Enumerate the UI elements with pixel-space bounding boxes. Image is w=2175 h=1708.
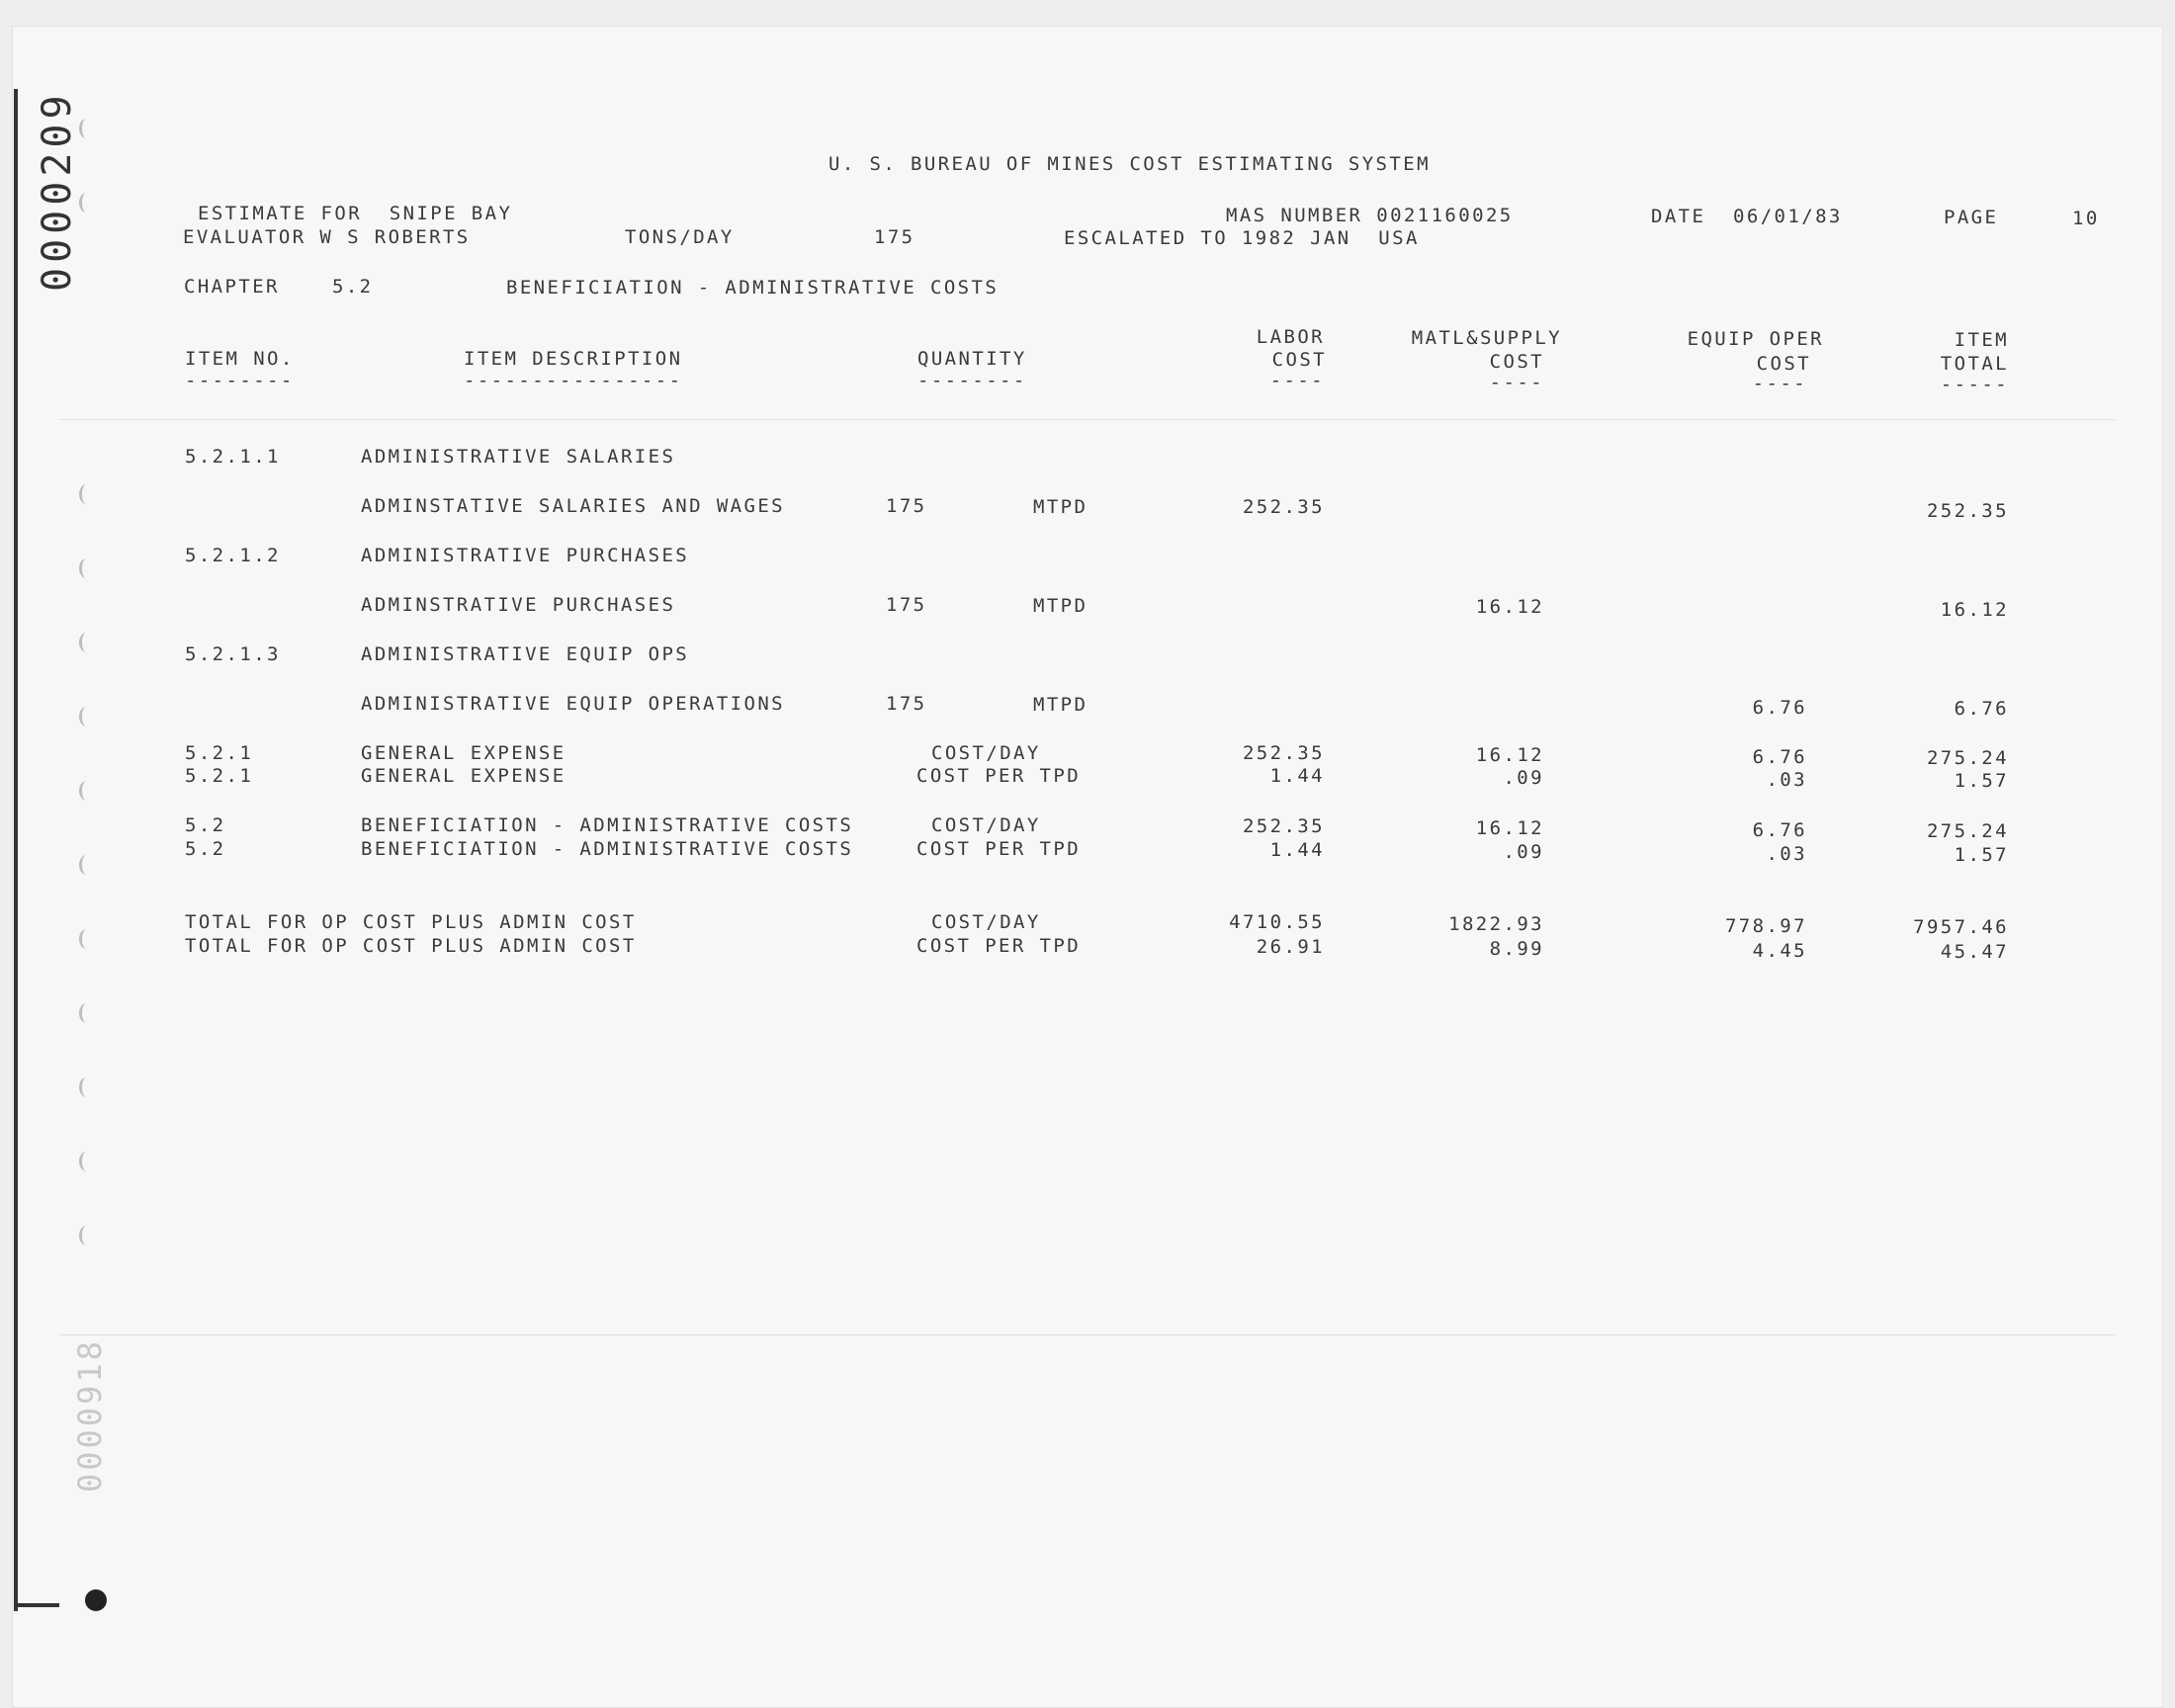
row-item-total: 252.35 (1926, 500, 2009, 522)
row-item-no: 5.2.1 (185, 765, 254, 787)
row-labor-cost: 26.91 (1256, 936, 1325, 958)
chapter-number: 5.2 (332, 276, 374, 298)
margin-stamp: 0000209 (35, 90, 80, 292)
row-labor-cost: 252.35 (1242, 742, 1325, 764)
row-labor-cost: 1.44 (1269, 839, 1325, 861)
row-equip-cost: 778.97 (1724, 915, 1807, 937)
row-item-no: 5.2.1.3 (185, 643, 281, 665)
perforation-line (59, 419, 2116, 420)
tons-day-label: TONS/DAY (625, 226, 735, 248)
page-number: 10 (2072, 208, 2100, 229)
col-matl-1: MATL&SUPPLY (1411, 327, 1562, 349)
row-labor-cost: 252.35 (1242, 496, 1325, 518)
row-description: ADMINSTATIVE SALARIES AND WAGES (361, 495, 786, 517)
row-description: ADMINSTRATIVE PURCHASES (361, 594, 676, 616)
row-item-total: 1.57 (1954, 844, 2009, 866)
perforation-line (59, 1334, 2116, 1335)
binding-edge-foot (14, 1603, 59, 1607)
row-matl-cost: .09 (1503, 841, 1544, 863)
row-item-no: 5.2 (185, 814, 226, 836)
tractor-hole (79, 558, 94, 578)
punch-hole (85, 1589, 107, 1611)
chapter-title: BENEFICIATION - ADMINISTRATIVE COSTS (506, 277, 1000, 299)
row-unit: MTPD (1033, 694, 1088, 716)
estimate-for: ESTIMATE FOR SNIPE BAY (198, 203, 513, 224)
row-description: ADMINISTRATIVE EQUIP OPERATIONS (361, 693, 786, 715)
escalated-to: ESCALATED TO 1982 JAN USA (1064, 227, 1420, 249)
row-item-total: 1.57 (1954, 770, 2009, 792)
row-matl-cost: .09 (1503, 767, 1544, 789)
mas-number: MAS NUMBER 0021160025 (1226, 205, 1514, 226)
col-item-no-underline: -------- (185, 370, 295, 391)
report-date: DATE 06/01/83 (1651, 206, 1843, 227)
col-labor-2: COST (1271, 349, 1327, 371)
row-item-no: 5.2 (185, 838, 226, 860)
row-item-total: 7957.46 (1913, 916, 2009, 938)
row-item-total: 275.24 (1926, 820, 2009, 842)
row-description: BENEFICIATION - ADMINISTRATIVE COSTS (361, 814, 854, 836)
row-unit: COST PER TPD (916, 935, 1082, 957)
row-item-total: 6.76 (1954, 698, 2009, 720)
evaluator: EVALUATOR W S ROBERTS (183, 226, 471, 248)
col-matl-2: COST (1489, 351, 1544, 373)
row-labor-cost: 252.35 (1242, 815, 1325, 837)
row-matl-cost: 16.12 (1475, 744, 1544, 766)
row-item-total: 16.12 (1940, 599, 2009, 621)
tractor-hole (79, 1152, 94, 1171)
col-total-underline: ----- (1940, 374, 2009, 395)
report-title: U. S. BUREAU OF MINES COST ESTIMATING SYSTEM (828, 153, 1431, 175)
row-item-no: 5.2.1.1 (185, 446, 281, 468)
row-equip-cost: 6.76 (1752, 819, 1807, 841)
col-labor-underline: ---- (1269, 370, 1325, 391)
row-quantity: 175 (886, 693, 927, 715)
col-quantity: QUANTITY (917, 348, 1027, 370)
row-item-no: 5.2.1 (185, 742, 254, 764)
tractor-hole (79, 484, 94, 504)
row-equip-cost: 6.76 (1752, 697, 1807, 719)
row-description: TOTAL FOR OP COST PLUS ADMIN COST (185, 911, 637, 933)
chapter-label: CHAPTER (184, 276, 280, 298)
row-description: ADMINISTRATIVE EQUIP OPS (361, 643, 690, 665)
col-item-desc-underline: ---------------- (464, 370, 683, 391)
row-matl-cost: 16.12 (1475, 817, 1544, 839)
row-labor-cost: 4710.55 (1229, 911, 1325, 933)
tractor-hole (79, 1077, 94, 1097)
row-quantity: 175 (886, 495, 927, 517)
row-unit: COST PER TPD (916, 838, 1082, 860)
col-equip-underline: ---- (1752, 373, 1807, 394)
row-equip-cost: .03 (1766, 769, 1807, 791)
col-matl-underline: ---- (1489, 372, 1544, 393)
row-item-total: 275.24 (1926, 747, 2009, 769)
row-matl-cost: 1822.93 (1448, 913, 1544, 935)
row-description: ADMINISTRATIVE SALARIES (361, 446, 676, 468)
row-unit: MTPD (1033, 595, 1088, 617)
row-description: BENEFICIATION - ADMINISTRATIVE COSTS (361, 838, 854, 860)
col-item-no: ITEM NO. (185, 348, 295, 370)
col-total-1: ITEM (1954, 329, 2009, 351)
col-quantity-underline: -------- (917, 370, 1027, 391)
col-labor-1: LABOR (1256, 326, 1325, 348)
row-matl-cost: 8.99 (1489, 938, 1544, 960)
row-description: ADMINISTRATIVE PURCHASES (361, 545, 690, 566)
col-item-desc: ITEM DESCRIPTION (464, 348, 683, 370)
tons-day-value: 175 (874, 226, 915, 248)
row-description: GENERAL EXPENSE (361, 765, 566, 787)
row-item-total: 45.47 (1940, 941, 2009, 963)
row-description: TOTAL FOR OP COST PLUS ADMIN COST (185, 935, 637, 957)
col-equip-1: EQUIP OPER (1687, 328, 1824, 350)
col-equip-2: COST (1756, 353, 1811, 375)
tractor-hole (79, 1003, 94, 1023)
row-description: GENERAL EXPENSE (361, 742, 566, 764)
row-unit: COST/DAY (931, 742, 1041, 764)
tractor-hole (79, 193, 94, 213)
tractor-hole (79, 707, 94, 726)
row-equip-cost: 4.45 (1752, 940, 1807, 962)
row-equip-cost: .03 (1766, 843, 1807, 865)
row-unit: COST/DAY (931, 814, 1041, 836)
row-unit: MTPD (1033, 496, 1088, 518)
margin-stamp-faint: 0000918 (71, 1338, 109, 1493)
row-unit: COST PER TPD (916, 765, 1082, 787)
tractor-hole (79, 929, 94, 949)
tractor-hole (79, 119, 94, 138)
tractor-hole (79, 633, 94, 652)
row-labor-cost: 1.44 (1269, 765, 1325, 787)
tractor-hole (79, 855, 94, 875)
binding-edge (14, 89, 18, 1611)
col-total-2: TOTAL (1940, 353, 2009, 375)
row-matl-cost: 16.12 (1475, 596, 1544, 618)
row-quantity: 175 (886, 594, 927, 616)
page-label: PAGE (1944, 207, 1999, 228)
tractor-hole (79, 781, 94, 801)
tractor-hole (79, 1226, 94, 1245)
row-item-no: 5.2.1.2 (185, 545, 281, 566)
row-unit: COST/DAY (931, 911, 1041, 933)
row-equip-cost: 6.76 (1752, 746, 1807, 768)
